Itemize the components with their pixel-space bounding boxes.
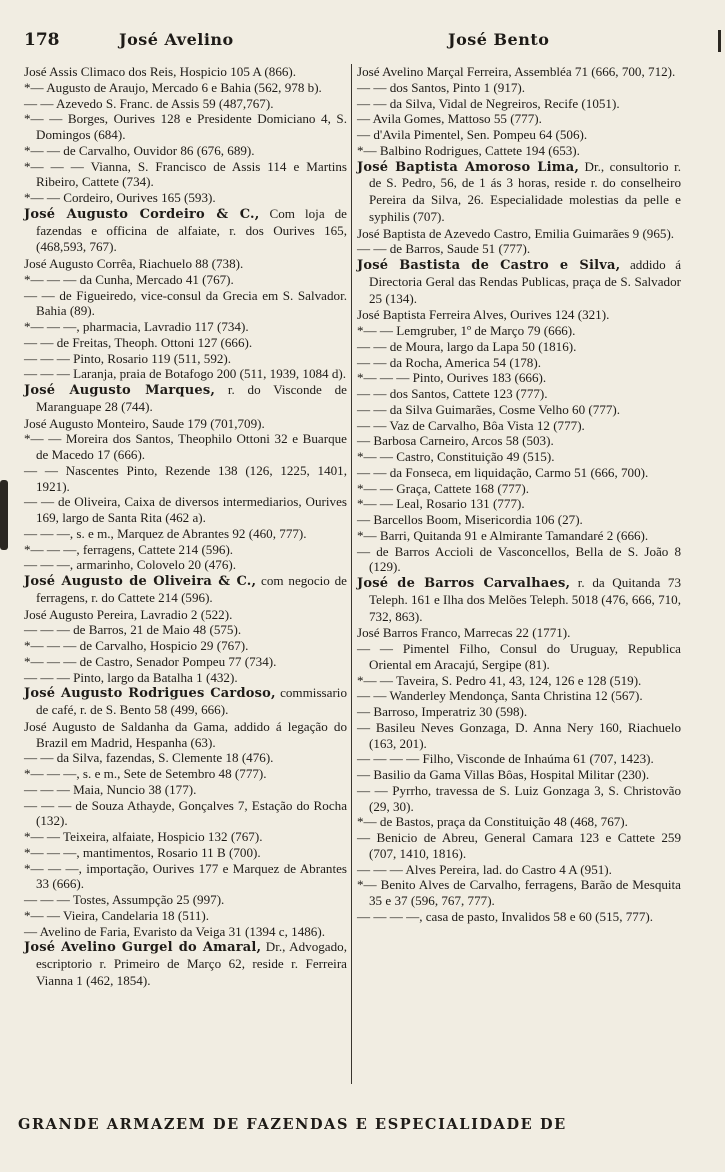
directory-entry <box>24 351 347 367</box>
directory-entry <box>357 814 681 830</box>
entry-text: — Barbosa Carneiro, Arcos 58 (503). <box>357 433 554 449</box>
right-column <box>357 64 681 925</box>
directory-entry <box>357 386 681 402</box>
entry-text: Dr., consultorio r. de S. Pedro, 56, de 1 ás 3 horas, reside r. do conselheiro Pereira da Silva, 26. Especialidade molestias da pelle e syphilis (707). <box>369 158 681 224</box>
ink-mark <box>718 30 721 52</box>
entry-text: — — de Figueiredo, vice-consul da Grecia em S. Salvador. Bahia (89). <box>24 287 347 319</box>
entry-text: — — Nascentes Pinto, Rezende 138 (126, 1225, 1401, 1921). <box>24 462 347 494</box>
entry-text: *— — Moreira dos Santos, Theophilo Ottoni 32 e Buarque de Macedo 17 (666). <box>24 431 347 462</box>
entry-text: *— — — da Cunha, Mercado 41 (767). <box>24 271 234 287</box>
directory-entry <box>357 641 681 673</box>
entry-text: — Barcellos Boom, Misericordia 106 (27). <box>357 512 583 527</box>
directory-entry <box>24 939 347 989</box>
left-running-head: José Avelino <box>119 30 234 49</box>
entry-text: *— — Cordeiro, Ourives 165 (593). <box>24 190 216 205</box>
directory-entry <box>357 257 681 307</box>
directory-entry <box>357 241 681 257</box>
directory-entry <box>357 496 681 512</box>
entry-name: José de Barros Carvalhaes, <box>357 576 571 591</box>
directory-entry <box>24 366 347 382</box>
entry-text: — Barroso, Imperatriz 30 (598). <box>357 704 528 719</box>
entry-text: — Avelino de Faria, Evaristo da Veiga 31 (1394 c, 1486). <box>24 923 325 939</box>
entry-text: — — — de Souza Athayde, Gonçalves 7, Estação do Rocha (132). <box>24 797 347 829</box>
entry-text: — — — Tostes, Assumpção 25 (997). <box>24 892 225 907</box>
entry-text: — — — Maia, Nuncio 38 (177). <box>24 781 197 797</box>
directory-entry <box>357 528 681 544</box>
directory-entry <box>24 416 347 432</box>
directory-entry <box>357 673 681 689</box>
entry-name: José Augusto de Oliveira & C., <box>24 574 257 589</box>
directory-entry <box>24 143 347 159</box>
entry-name: José Bastista de Castro e Silva, <box>357 258 621 273</box>
entry-text: — Basileu Neves Gonzaga, D. Anna Nery 160, Riachuelo (163, 201). <box>357 719 681 751</box>
entry-name: José Augusto Rodrigues Cardoso, <box>24 686 276 702</box>
directory-entry <box>357 127 681 143</box>
directory-entry <box>357 704 681 720</box>
entry-text: José Baptista Ferreira Alves, Ourives 124 (321). <box>357 307 610 323</box>
entry-text: *— — Teixeira, alfaiate, Hospicio 132 (767). <box>24 829 263 844</box>
right-running-head: José Bento <box>448 30 550 49</box>
entry-text: José Augusto de Saldanha da Gama, addido á legação do Brazil em Madrid, Hespanha (63). <box>24 718 347 750</box>
directory-entry <box>24 111 347 143</box>
entry-text: — — de Freitas, Theoph. Ottoni 127 (666). <box>24 334 253 350</box>
directory-entry <box>357 575 681 625</box>
directory-entry <box>357 830 681 862</box>
directory-entry <box>24 845 347 861</box>
directory-entry <box>24 861 347 893</box>
entry-text: — — da Rocha, America 54 (178). <box>357 354 541 370</box>
directory-entry <box>24 159 347 191</box>
entry-text: — — Wanderley Mendonça, Santa Christina 12 (567). <box>357 688 643 704</box>
entry-text: r. da Quitanda 73 Teleph. 161 e Ilha dos Melões Teleph. 5018 (476, 666, 710, 732, 863). <box>369 575 681 624</box>
directory-entry <box>24 573 347 607</box>
entry-text: *— — Lemgruber, 1º de Março 79 (666). <box>357 323 576 338</box>
directory-entry <box>24 798 347 830</box>
entry-text: *— — — Pinto, Ourives 183 (666). <box>357 370 547 386</box>
entry-text: commissario de café, r. de S. Bento 58 (499, 666). <box>36 685 347 717</box>
entry-text: José Assis Climaco dos Reis, Hospicio 105 A (866). <box>24 64 297 79</box>
entry-text: *— — —, s. e m., Sete de Setembro 48 (777). <box>24 766 267 781</box>
left-column <box>24 64 347 990</box>
entry-text: *— — — de Carvalho, Hospicio 29 (767). <box>24 638 249 653</box>
directory-entry <box>24 782 347 798</box>
entry-text: *— Augusto de Araujo, Mercado 6 e Bahia (562, 978 b). <box>24 79 322 95</box>
directory-entry <box>24 382 347 416</box>
directory-entry <box>357 449 681 465</box>
directory-entry <box>357 143 681 159</box>
entry-text: *— — Vieira, Candelaria 18 (511). <box>24 907 210 923</box>
directory-entry <box>357 307 681 323</box>
entry-text: — Basilio da Gama Villas Bôas, Hospital Militar (230). <box>357 767 650 782</box>
entry-text: — — Azevedo S. Franc. de Assis 59 (487,767). <box>24 95 274 111</box>
entry-text: Dr., Advogado, escriptorio r. Primeiro de Março 62, reside r. Ferreira Vianna 1 (462, 1854). <box>36 939 347 988</box>
entry-text: *— — Leal, Rosario 131 (777). <box>357 496 525 512</box>
directory-entry <box>24 719 347 751</box>
entry-text: — — de Barros, Saude 51 (777). <box>357 241 531 257</box>
directory-entry <box>24 272 347 288</box>
entry-text: — — da Silva, fazendas, S. Clemente 18 (476). <box>24 750 274 766</box>
entry-text: — — dos Santos, Cattete 123 (777). <box>357 386 548 401</box>
entry-name: José Augusto Marques, <box>24 383 216 398</box>
entry-text: *— — Taveira, S. Pedro 41, 43, 124, 126 e 128 (519). <box>357 672 642 688</box>
directory-entry <box>357 512 681 528</box>
directory-entry <box>357 339 681 355</box>
entry-name: José Augusto Cordeiro & C., <box>24 206 260 222</box>
entry-text: — — Vaz de Carvalho, Bôa Vista 12 (777). <box>357 417 585 433</box>
directory-entry <box>24 190 347 206</box>
entry-text: José Augusto Pereira, Lavradio 2 (522). <box>24 606 233 622</box>
entry-text: *— Barri, Quitanda 91 e Almirante Tamandaré 2 (666). <box>357 527 649 543</box>
entry-text: — — da Silva Guimarães, Cosme Velho 60 (777). <box>357 401 621 417</box>
directory-entry <box>357 226 681 242</box>
entry-text: r. do Visconde de Maranguape 28 (744). <box>36 382 347 414</box>
directory-entry <box>357 688 681 704</box>
directory-entry <box>24 335 347 351</box>
directory-entry <box>357 64 681 80</box>
ink-mark <box>0 480 8 550</box>
entry-text: — — — —, casa de pasto, Invalidos 58 e 60 (515, 777). <box>357 908 654 924</box>
entry-text: *— — —, importação, Ourives 177 e Marquez de Abrantes 33 (666). <box>24 860 347 892</box>
entry-text: — — dos Santos, Pinto 1 (917). <box>357 79 526 95</box>
directory-entry <box>24 494 347 526</box>
entry-text: — — —, s. e m., Marquez de Abrantes 92 (460, 777). <box>24 525 307 541</box>
directory-entry <box>357 80 681 96</box>
entry-text: — Benicio de Abreu, General Camara 123 e Cattete 259 (707, 1410, 1816). <box>357 830 681 861</box>
directory-entry <box>24 557 347 573</box>
entry-text: *— — — de Castro, Senador Pompeu 77 (734). <box>24 653 277 669</box>
entry-text: José Barros Franco, Marrecas 22 (1771). <box>357 625 571 641</box>
column-divider <box>351 64 352 1084</box>
entry-text: *— — —, mantimentos, Rosario 11 B (700). <box>24 844 261 860</box>
directory-entry <box>24 288 347 320</box>
entry-text: *— Balbino Rodrigues, Cattete 194 (653). <box>357 142 580 158</box>
entry-text: — — Pimentel Filho, Consul do Uruguay, Republica Oriental em Aracajú, Sergipe (81). <box>357 641 681 672</box>
directory-entry <box>24 638 347 654</box>
directory-entry <box>357 111 681 127</box>
directory-entry <box>357 418 681 434</box>
entry-name: José Baptista Amoroso Lima, <box>357 159 580 175</box>
entry-text: — — da Silva, Vidal de Negreiros, Recife (1051). <box>357 95 620 111</box>
entry-text: — — — Alves Pereira, lad. do Castro 4 A (951). <box>357 861 612 877</box>
entry-text: addido á Directoria Geral das Rendas Publicas, praça de S. Salvador 25 (134). <box>369 257 682 306</box>
entry-text: *— — Graça, Cattete 168 (777). <box>357 480 529 496</box>
directory-entry <box>24 319 347 335</box>
entry-text: com negocio de ferragens, r. do Cattete 214 (596). <box>36 573 347 605</box>
directory-entry <box>357 355 681 371</box>
directory-entry <box>357 370 681 386</box>
directory-entry <box>24 829 347 845</box>
entry-text: José Baptista de Azevedo Castro, Emilia Guimarães 9 (965). <box>357 225 675 241</box>
directory-entry <box>357 877 681 909</box>
directory-entry <box>357 159 681 226</box>
directory-entry <box>24 685 347 719</box>
entry-text: — — de Oliveira, Caixa de diversos intermediarios, Ourives 169, largo de Santa Rita (462 a). <box>24 494 347 525</box>
directory-entry <box>357 783 681 815</box>
entry-text: — — — Laranja, praia de Botafogo 200 (511, 1939, 1084 d). <box>24 366 347 382</box>
directory-entry <box>357 323 681 339</box>
entry-text: José Augusto Monteiro, Saude 179 (701,709). <box>24 415 265 431</box>
entry-text: *— — de Carvalho, Ouvidor 86 (676, 689). <box>24 142 255 158</box>
entry-text: — — — — Filho, Visconde de Inhaúma 61 (707, 1423). <box>357 751 654 767</box>
entry-text: — de Barros Accioli de Vasconcellos, Bella de S. João 8 (129). <box>357 543 681 575</box>
directory-entry <box>24 607 347 623</box>
directory-entry <box>24 924 347 940</box>
entry-text: — — —, armarinho, Colovelo 20 (476). <box>24 557 237 573</box>
page-number: 178 <box>24 30 60 50</box>
directory-entry <box>357 909 681 925</box>
directory-entry <box>24 750 347 766</box>
entry-name: José Avelino Gurgel do Amaral, <box>24 940 262 956</box>
footer-banner: GRANDE ARMAZEM DE FAZENDAS E ESPECIALIDADE DE <box>18 1116 567 1133</box>
directory-entry <box>24 526 347 542</box>
entry-text: *— — —, ferragens, Cattete 214 (596). <box>24 541 234 557</box>
directory-entry <box>357 433 681 449</box>
directory-entry <box>24 463 347 495</box>
directory-entry <box>24 766 347 782</box>
directory-entry <box>357 625 681 641</box>
directory-entry <box>24 654 347 670</box>
directory-entry <box>357 862 681 878</box>
directory-entry <box>357 402 681 418</box>
directory-entry <box>357 751 681 767</box>
directory-entry <box>357 96 681 112</box>
entry-text: Com loja de fazendas e officina de alfaiate, r. dos Ourives 165, (468,593, 767). <box>36 205 347 255</box>
directory-entry <box>24 256 347 272</box>
directory-entry <box>24 908 347 924</box>
entry-text: — — — Pinto, largo da Batalha 1 (432). <box>24 669 238 685</box>
entry-text: José Avelino Marçal Ferreira, Assembléa 71 (666, 700, 712). <box>357 64 676 79</box>
entry-text: *— — Castro, Constituição 49 (515). <box>357 449 555 464</box>
directory-entry <box>24 80 347 96</box>
entry-text: *— — —, pharmacia, Lavradio 117 (734). <box>24 319 249 334</box>
entry-text: *— — Borges, Ourives 128 e Presidente Domiciano 4, S. Domingos (684). <box>24 111 347 142</box>
entry-text: — — da Fonseca, em liquidação, Carmo 51 (666, 700). <box>357 464 649 480</box>
directory-entry <box>357 720 681 752</box>
entry-text: — d'Avila Pimentel, Sen. Pompeu 64 (506). <box>357 127 588 142</box>
entry-text: — — de Moura, largo da Lapa 50 (1816). <box>357 338 577 354</box>
directory-entry <box>24 622 347 638</box>
directory-entry <box>24 670 347 686</box>
directory-entry <box>357 481 681 497</box>
directory-entry <box>24 892 347 908</box>
page-header <box>24 30 708 54</box>
entry-text: José Augusto Corrêa, Riachuelo 88 (738). <box>24 256 244 271</box>
entry-text: *— de Bastos, praça da Constituição 48 (468, 767). <box>357 814 628 830</box>
entry-text: — — Pyrrho, travessa de S. Luiz Gonzaga 3, S. Christovão (29, 30). <box>357 782 681 814</box>
entry-text: — Avila Gomes, Mattoso 55 (777). <box>357 111 542 127</box>
directory-entry <box>357 544 681 576</box>
entry-text: *— Benito Alves de Carvalho, ferragens, Barão de Mesquita 35 e 37 (596, 767, 777). <box>357 877 681 908</box>
directory-entry <box>24 431 347 463</box>
entry-text: — — — de Barros, 21 de Maio 48 (575). <box>24 622 242 638</box>
directory-entry <box>24 64 347 80</box>
directory-entry <box>24 206 347 256</box>
entry-text: — — — Pinto, Rosario 119 (511, 592). <box>24 350 232 366</box>
directory-entry <box>357 767 681 783</box>
directory-entry <box>357 465 681 481</box>
directory-entry <box>24 542 347 558</box>
directory-entry <box>24 96 347 112</box>
entry-text: *— — — Vianna, S. Francisco de Assis 114 e Martins Ribeiro, Cattete (734). <box>24 158 347 190</box>
